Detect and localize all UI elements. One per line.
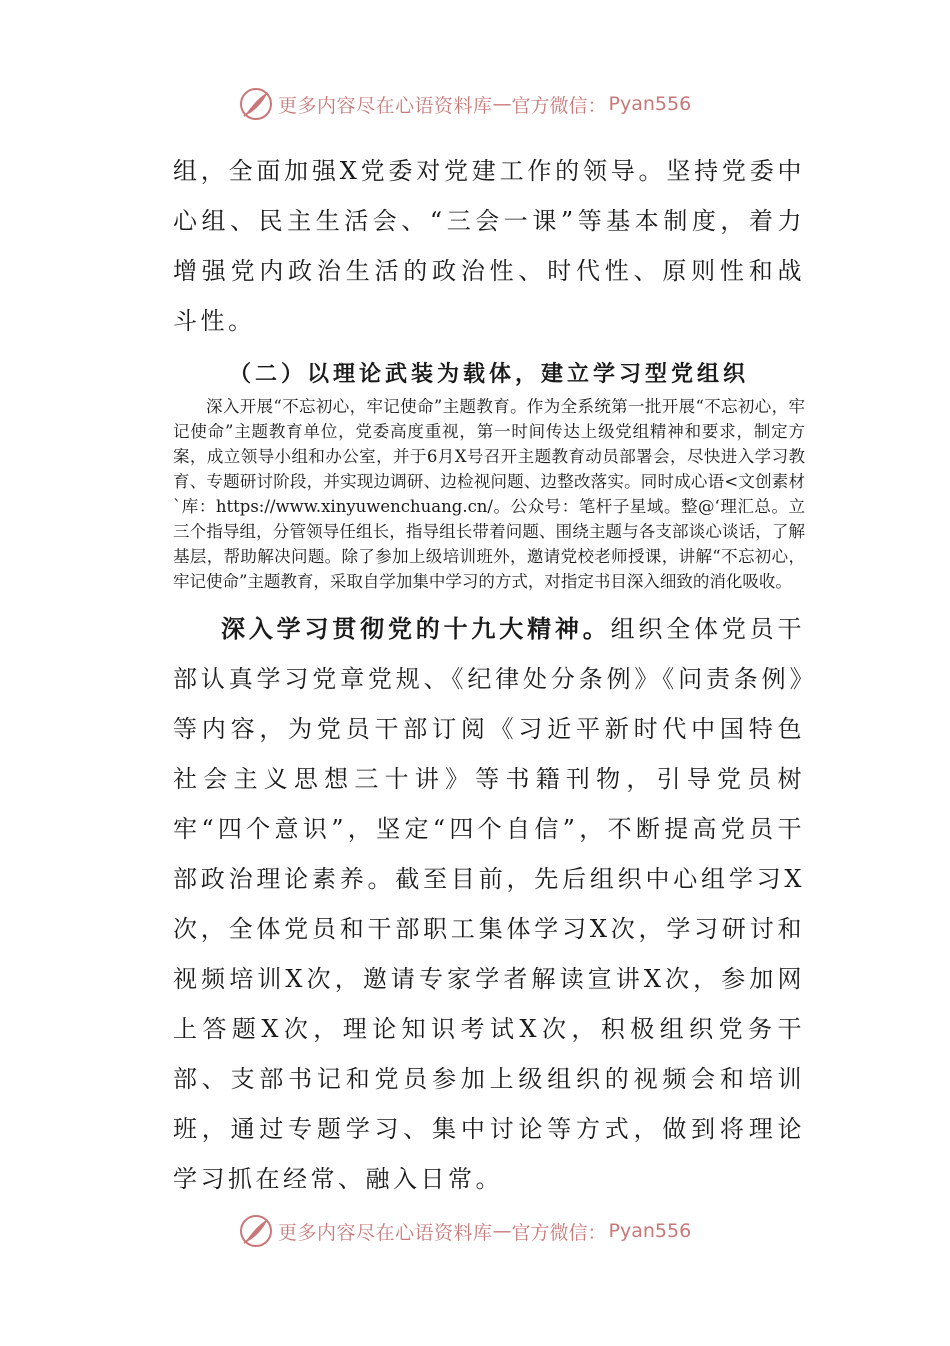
paragraph-3-body: 组织全体党员干部认真学习党章党规、《纪律处分条例》《问责条例》等内容，为党员干部订阅《习近平新时代中国特色社会主义思想三十讲》等书籍刊物，引导党员树牢“四个意识”，坚定“四个自信”，不断提高党员干部政治理论素养。截至目前，先后组织中心组学习X次，全体党员和干部职工集体学习X次，学习研讨和视频培训X次，邀请专家学者解读宣讲X次，参加网上答题X次，理论知识考试X次，积极组织党务干部、支部书记和党员参加上级组织的视频会和培训班，通过专题学习、集中讨论等方式，做到将理论学习抓在经常、融入日常。 <box>173 615 806 1193</box>
watermark-wechat-label: 官方微信： <box>511 94 607 117</box>
paragraph-3-lead: 深入学习贯彻党的十九大精神。 <box>221 614 611 643</box>
quill-logo-icon <box>238 1213 274 1249</box>
header-watermark <box>238 84 691 124</box>
watermark-dash: — <box>492 1220 512 1242</box>
paragraph-2: 深入开展“不忘初心，牢记使命”主题教育。作为全系统第一批开展“不忘初心，牢记使命”主题教育单位，党委高度重视，第一时间传达上级党组精神和要求，制定方案，成立领导小组和办公室，并于6月X号召开主题教育动员部署会，尽快进入学习教育、专题研讨阶段，并实现边调研、边检视问题、边整改落实。同时成心语<文创素材`库：https://www.xinyuwenchuang.cn/。公众号：笔杆子星域。整@‘理汇总。立三个指导组，分管领导任组长，指导组长带着问题、围绕主题与各支部谈心谈话，了解基层，帮助解决问题。除了参加上级培训班外，邀请党校老师授课，讲解“不忘初心，牢记使命”主题教育，采取自学加集中学习的方式，对指定书目深入细致的消化吸收。 <box>173 397 805 591</box>
document-body <box>173 146 805 1204</box>
section-heading: （二）以理论武装为载体，建立学习型党组织 <box>228 361 749 387</box>
watermark-wechat-label: 官方微信： <box>511 1221 607 1244</box>
watermark-brand: 更多内容尽在心语资料库 <box>278 94 493 117</box>
watermark-brand: 更多内容尽在心语资料库 <box>278 1221 493 1244</box>
footer-watermark <box>238 1211 691 1251</box>
paragraph-3 <box>173 604 805 1204</box>
watermark-dash: — <box>492 93 512 115</box>
quill-logo-icon <box>238 86 274 122</box>
watermark-wechat-id: Pyan556 <box>608 1220 692 1242</box>
paragraph-1: 组，全面加强X党委对党建工作的领导。坚持党委中心组、民主生活会、“三会一课”等基本制度，着力增强党内政治生活的政治性、时代性、原则性和战斗性。 <box>173 157 805 335</box>
watermark-wechat-id: Pyan556 <box>608 93 692 115</box>
